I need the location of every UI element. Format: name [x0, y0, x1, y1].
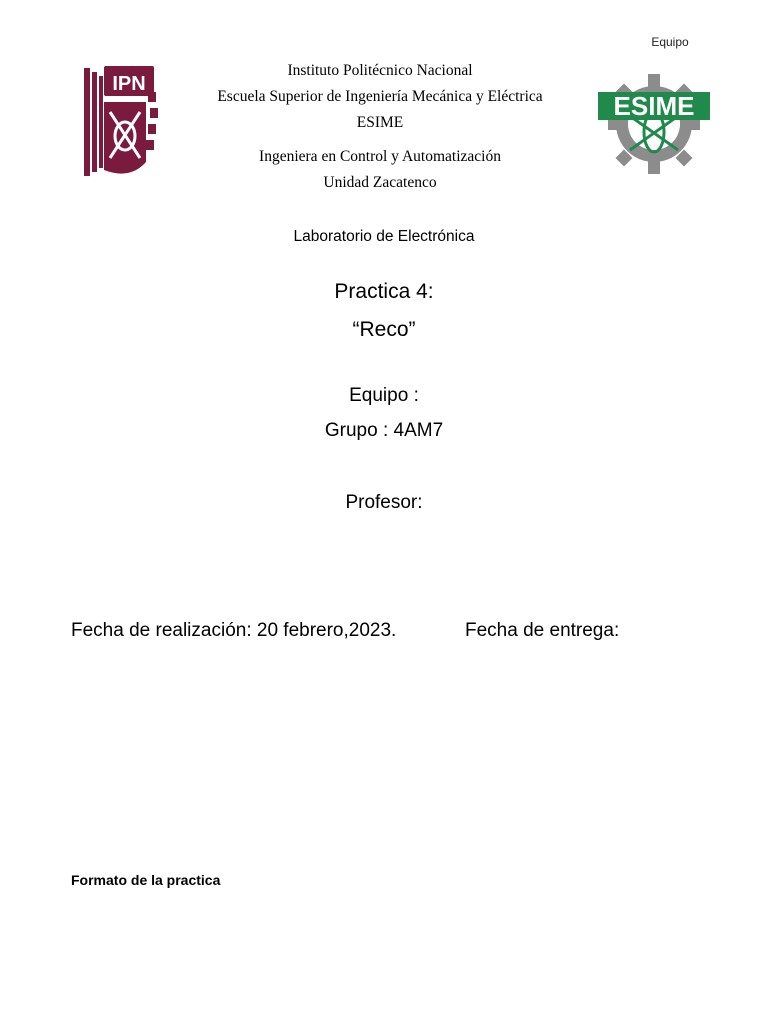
ipn-logo-text: IPN — [112, 73, 146, 95]
institution-name: Instituto Politécnico Nacional — [287, 62, 473, 79]
completion-date: Fecha de realización: 20 febrero,2023. — [71, 620, 397, 641]
lab-name: Laboratorio de Electrónica — [293, 228, 475, 245]
campus-name: Unidad Zacatenco — [323, 174, 437, 191]
format-heading: Formato de la practica — [71, 872, 221, 888]
ipn-logo — [80, 62, 160, 182]
school-name: Escuela Superior de Ingeniería Mecánica y Eléctrica — [217, 88, 543, 105]
delivery-date: Fecha de entrega: — [465, 620, 620, 641]
school-acronym: ESIME — [356, 114, 404, 131]
esime-logo — [596, 70, 712, 174]
group-label: Grupo : 4AM7 — [324, 420, 444, 441]
career-name: Ingeniera en Control y Automatización — [259, 148, 501, 165]
practice-number: Practica 4: — [334, 280, 434, 303]
professor-label: Profesor: — [345, 492, 423, 513]
team-label: Equipo : — [349, 385, 419, 406]
header-equipo-label: Equipo — [651, 35, 689, 49]
esime-logo-text: ESIME — [613, 91, 695, 121]
institution-block — [190, 58, 570, 196]
practice-title: “Reco” — [352, 318, 416, 341]
